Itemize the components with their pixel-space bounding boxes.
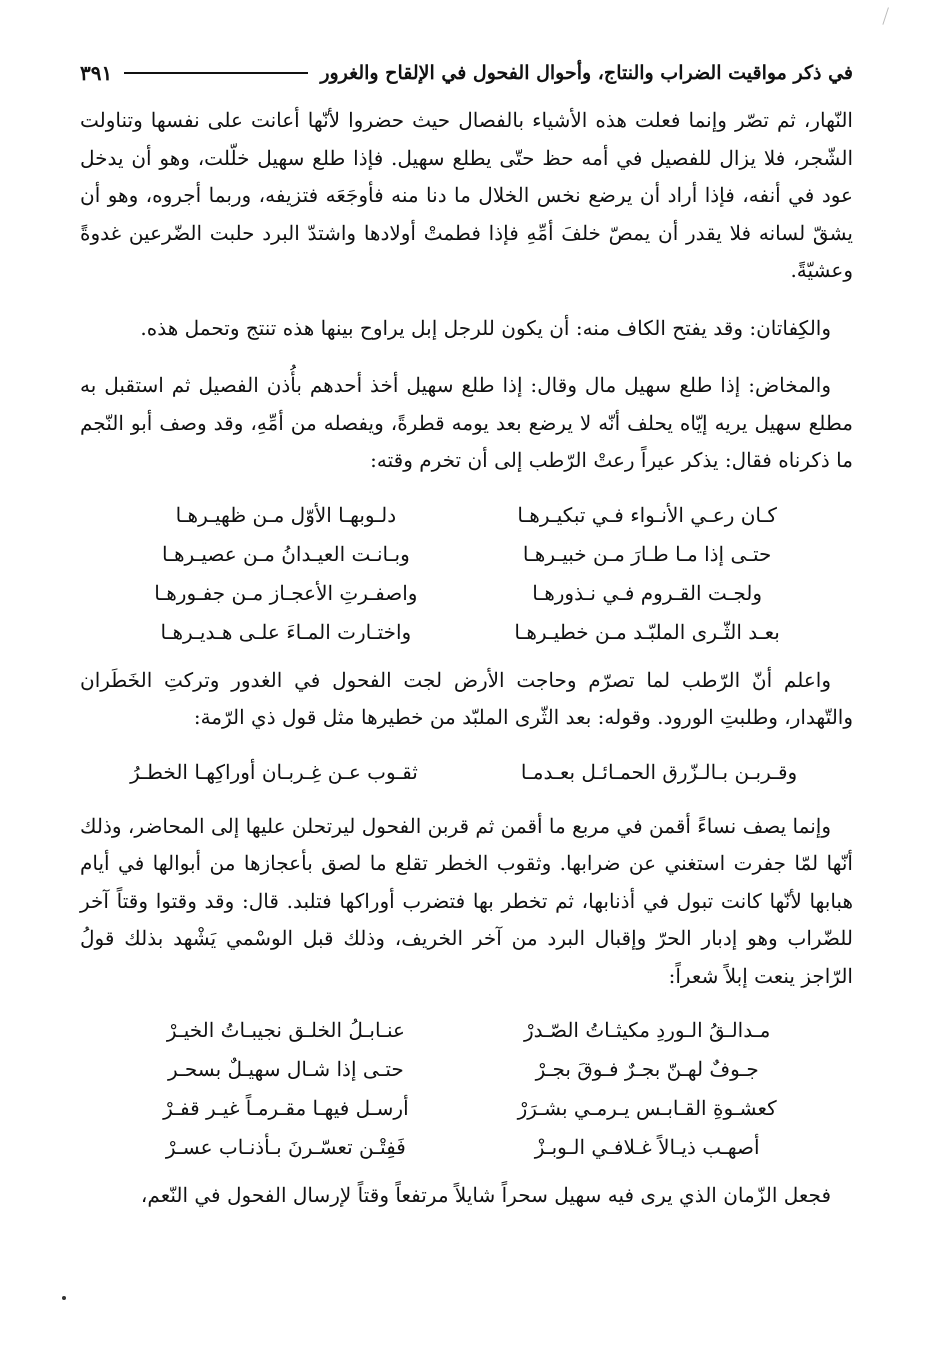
- verse-line: [80, 613, 853, 652]
- verse-hemistich-second: حتـى إذا شـال سهيـلٌ بسحـر: [167, 1057, 404, 1081]
- verse-line: [80, 1050, 853, 1089]
- verse-line: [80, 535, 853, 574]
- verse-hemistich-first: مـدالـقُ الـوردِ مكيثـاتُ الصّـدرْ: [523, 1018, 771, 1042]
- verse-hemistich-second: واختـارت المـاءَ علـى هـديـرهـا: [160, 619, 412, 644]
- paragraph-1: النّهار، ثم تصّر وإنما فعلت هذه الأشياء بالفصال حيث حضروا لأنّها أعانت على نفسها وتناولت الشّجر، فلا يزال للفصيل في أمه حظ حتّى يطلع سهيل. فإذا طلع سهيل خلّلت، وهو أن يدخل عود في أنفه، فإذا أراد أن يرضع نخس الخلال ما دنا منه فأوجَعَه فتزيفه، وربما أجروه، وهو أن يشقّ لسانه فلا يقدر أن يمصّ خلفَ أمِّهِ فإذا فطمتْ أولادها واشتدّ البرد حلبت الضّرعين غدوةً وعشيّةً.: [80, 108, 853, 282]
- verse-hemistich-first: وقـربـن بـالـزّرق الحمـائـل بعـدمـا: [520, 759, 798, 784]
- verse-group-3: [80, 1011, 853, 1167]
- verse-hemistich-first: بعـد الثّـرى الملبّـد مـن خطيـرهـا: [514, 619, 780, 644]
- verse-line: [80, 1128, 853, 1167]
- verse-line: [80, 574, 853, 613]
- verse-line: [80, 496, 853, 535]
- margin-dot: [62, 1296, 66, 1300]
- verse-group-2: [80, 753, 853, 792]
- verse-hemistich-second: أرسـل فيهـا مقـرمـاً غيـر قفـرْ: [163, 1096, 409, 1120]
- verse-hemistich-second: عنـابـلُ الخلـق نجيبـاتُ الخيـرْ: [166, 1018, 405, 1042]
- paragraph-3: والمخاض: إذا طلع سهيل مال وقال: إذا طلع سهيل أخذ أحدهم بأُذن الفصيل ثم استقبل به مطلع سهيل يريه إيّاه يحلف أنّه لا يرضع بعد يومه قطرةً، ويفصله من أمِّهِ، وقد وصف أبو النّجم ما ذكرناه فقال: يذكر عيراً رعتْ الرّطب إلى أن تخرم وقته:: [80, 373, 853, 472]
- stray-pencil-mark: [882, 7, 894, 26]
- verse-hemistich-second: وبـانـت العيـدانُ مـن عصيـرهـا: [161, 541, 410, 566]
- verse-hemistich-second: ثقـوب عـن غِـربـان أوراكِهـا الخطـرُ: [130, 759, 418, 784]
- paragraph-5: وإنما يصف نساءً أقمن في مربع ما أقمن ثم قربن الفحول ليرتحلن عليها إلى المحاضر، وذلك أنّها لمّا جفرت استغني عن ضرابها. وثقوب الخطر تقلع ما لصق بأعجازها من أبوالها في أيام هبابها لأنّها كانت تبول في أذنابها، ثم تخطر بها فتضرب أوراكها فتلبد. قال: وقد وقتوا وقتاً آخر للضّراب وهو إدبار الحرّ وإقبال البرد من آخر الخريف، وذلك قبل الوسْمي يَشْهد بذلك قولُ الرّاجز ينعت إبلاً شعراً:: [80, 813, 853, 988]
- verse-hemistich-first: كعشـوةِ القـابـس يـرمـي بشـرَرْ: [517, 1096, 777, 1120]
- paragraph-4: واعلم أنّ الرّطب لما تصرّم وحاجت الأرض لجت الفحول في الغدور وتركتِ الخَطَران والتّهدار، وطلبتِ الورود. وقوله: بعد الثّرى الملبّد من خطيرها مثل قول ذي الرّمة:: [80, 667, 853, 729]
- verse-line: [80, 753, 853, 792]
- verse-hemistich-first: ولجـت القـروم فـي نـذورهـا: [532, 580, 763, 605]
- verse-hemistich-first: أصهـب ذيـالاً غـلافـي الـوبـزْ: [534, 1135, 760, 1159]
- verse-hemistich-first: جـوفٌ لهـنّ بجـرٌ فـوقَ بجـرْ: [535, 1057, 759, 1081]
- paragraph-6: فجعل الزّمان الذي يرى فيه سهيل سحراً شايلاً مرتفعاً وقتاً لإرسال الفحول في النّعم،: [140, 1183, 831, 1207]
- paragraph-2: والكِفاتان: وقد يفتح الكاف منه: أن يكون للرجل إبل يراوح بينها هذه تنتج وتحمل هذه.: [140, 315, 831, 340]
- verse-hemistich-first: حتـى إذا مـا طـارَ مـن خبيـرهـا: [522, 541, 772, 566]
- verse-line: [80, 1011, 853, 1050]
- verse-hemistich-first: كـان رعـي الأنـواء فـي تبكيـرهـا: [517, 502, 777, 527]
- header-rule: [124, 72, 308, 74]
- running-header: [80, 56, 853, 90]
- verse-line: [80, 1089, 853, 1128]
- page-number: ٣٩١: [80, 61, 113, 85]
- verse-hemistich-second: دلـوبهـا الأوّل مـن ظهيـرهـا: [175, 502, 397, 527]
- running-title: في ذكر مواقيت الضراب والنتاج، وأحوال الفحول في الإلقاح والغرور: [320, 62, 853, 84]
- verse-hemistich-second: فَفِتْـن تعسّـرنَ بـأذنـاب عسـرْ: [165, 1135, 406, 1159]
- verse-hemistich-second: واصفـرتِ الأعجـاز مـن جفـورهـا: [154, 580, 418, 605]
- verse-group-1: [80, 496, 853, 652]
- page-body: [80, 102, 853, 1215]
